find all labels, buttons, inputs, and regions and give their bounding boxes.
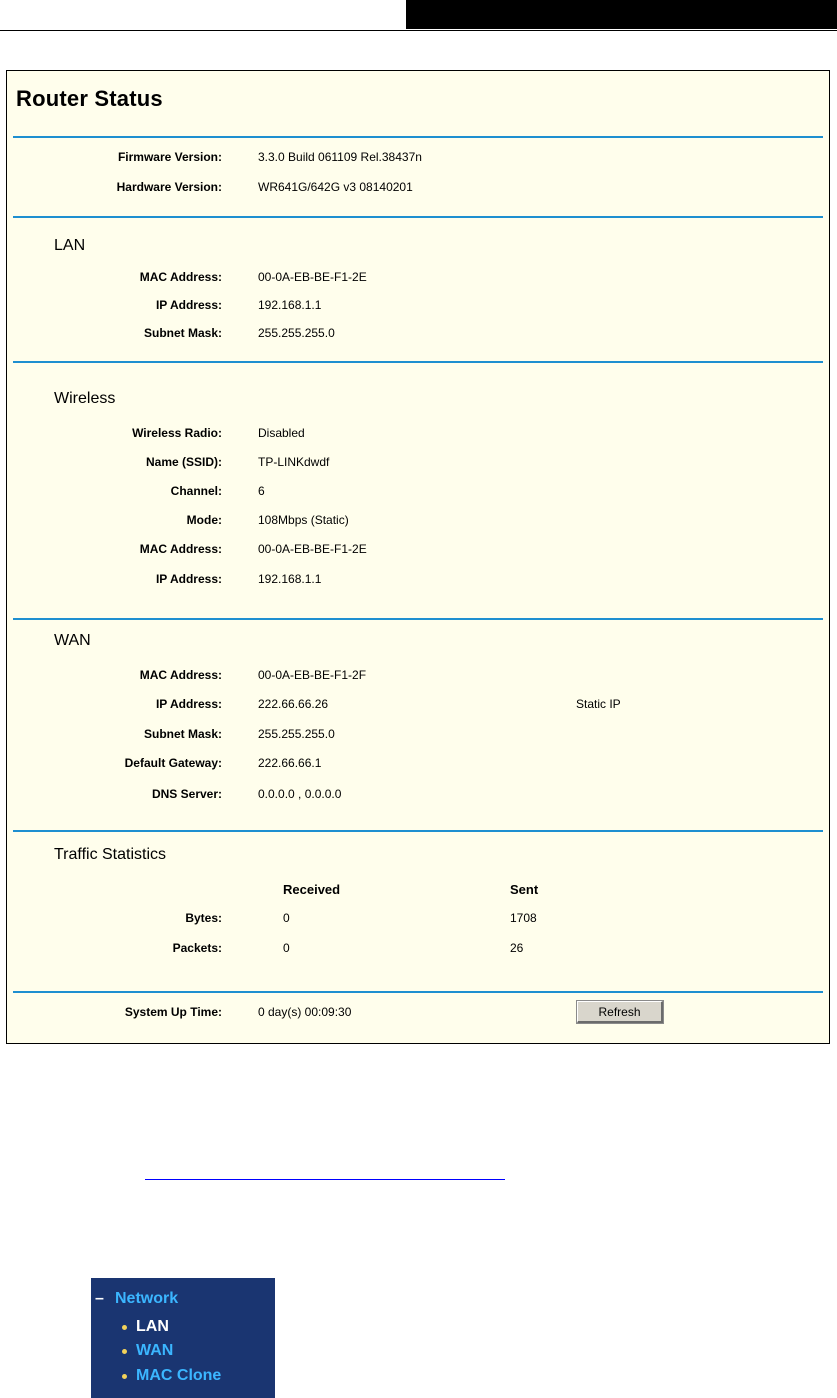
lan-mac-value: 00-0A-EB-BE-F1-2E [258,270,367,284]
wireless-ssid-value: TP-LINKdwdf [258,455,330,469]
sidebar-menu [91,1278,275,1398]
lan-subnet-value: 255.255.255.0 [258,326,335,340]
section-divider [13,830,823,832]
wan-section-title: WAN [54,632,91,649]
menu-item-label: MAC Clone [136,1367,222,1384]
section-divider [13,991,823,993]
wan-ip-label: IP Address: [155,697,222,711]
wireless-mode-label: Mode: [186,513,222,527]
bullet-icon [122,1325,127,1330]
packets-received: 0 [283,941,290,955]
wan-dns-value: 0.0.0.0 , 0.0.0.0 [258,787,342,801]
section-divider [13,618,823,620]
wireless-ssid-label: Name (SSID): [145,455,222,469]
header-rule [0,30,837,31]
refresh-button[interactable]: Refresh [577,1001,663,1023]
section-divider [13,361,823,363]
lan-subnet-label: Subnet Mask: [143,326,222,340]
lan-mac-label: MAC Address: [139,270,222,284]
wan-connection-type: Static IP [576,697,621,711]
lan-ip-value: 192.168.1.1 [258,298,322,312]
section-divider [13,216,823,218]
wan-subnet-label: Subnet Mask: [143,727,222,741]
wireless-channel-label: Channel: [170,484,222,498]
received-header: Received [283,882,341,897]
router-status-panel [6,70,830,1044]
firmware-value: 3.3.0 Build 061109 Rel.38437n [258,150,422,164]
wan-mac-label: MAC Address: [139,668,222,682]
section-divider [13,136,823,138]
wireless-radio-label: Wireless Radio: [132,426,222,440]
menu-item-wan[interactable] [122,1342,173,1360]
lan-ip-label: IP Address: [155,298,222,312]
bullet-icon [122,1349,127,1354]
hardware-value: WR641G/642G v3 08140201 [258,180,413,194]
sent-header: Sent [510,882,539,897]
menu-item-mac-clone[interactable] [122,1367,221,1385]
traffic-section-title: Traffic Statistics [54,846,167,863]
wan-gateway-value: 222.66.66.1 [258,756,322,770]
wan-ip-value: 222.66.66.26 [258,697,329,711]
lan-section-title: LAN [54,237,86,254]
wireless-mac-label: MAC Address: [139,542,222,556]
wireless-section-title: Wireless [54,390,116,407]
wan-subnet-value: 255.255.255.0 [258,727,335,741]
page-title: Router Status [16,86,163,111]
wireless-mac-value: 00-0A-EB-BE-F1-2E [258,542,367,556]
wireless-radio-value: Disabled [258,426,305,440]
wireless-channel-value: 6 [258,484,265,498]
wan-gateway-label: Default Gateway: [124,756,222,770]
menu-item-label: WAN [136,1342,174,1359]
wireless-ip-label: IP Address: [155,572,222,586]
menu-top-strip [91,1278,275,1283]
uptime-label: System Up Time: [124,1005,222,1019]
hyperlink-underline[interactable] [145,1179,505,1180]
menu-item-network[interactable]: Network [115,1290,179,1307]
packets-label: Packets: [172,941,222,955]
bytes-received: 0 [283,911,290,925]
uptime-value: 0 day(s) 00:09:30 [258,1005,352,1019]
firmware-label: Firmware Version: [117,150,222,164]
wan-mac-value: 00-0A-EB-BE-F1-2F [258,668,367,682]
menu-item-lan[interactable] [122,1318,169,1336]
hardware-label: Hardware Version: [116,180,222,194]
bytes-sent: 1708 [510,911,537,925]
wireless-ip-value: 192.168.1.1 [258,572,322,586]
bytes-label: Bytes: [185,911,222,925]
collapse-icon[interactable]: – [95,1290,104,1307]
menu-item-label: LAN [136,1318,169,1335]
header-black-bar [406,0,837,29]
wan-dns-label: DNS Server: [151,787,222,801]
bullet-icon [122,1374,127,1379]
wireless-mode-value: 108Mbps (Static) [258,513,349,527]
packets-sent: 26 [510,941,524,955]
